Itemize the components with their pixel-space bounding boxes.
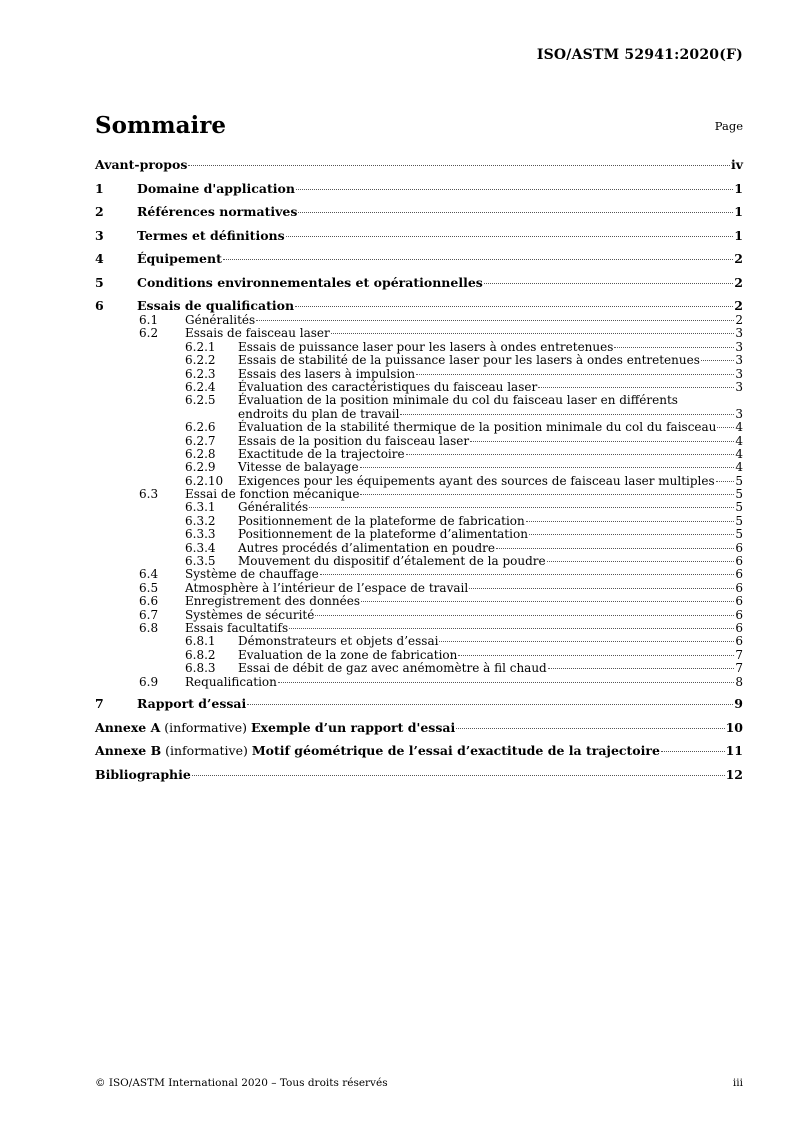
- dot-leader: [716, 481, 735, 482]
- toc-entry-title: Requalification: [185, 674, 277, 689]
- toc-entry[interactable]: [95, 720, 743, 736]
- dot-leader: [256, 320, 734, 321]
- document-identifier: ISO/ASTM 52941:2020(F): [536, 47, 743, 63]
- toc-entry-number: 6.8.1: [185, 634, 216, 649]
- annex-label: Annexe A: [95, 719, 161, 735]
- toc-entry[interactable]: [95, 181, 743, 197]
- dot-leader: [614, 347, 734, 348]
- toc-entry-page: 2: [734, 298, 743, 313]
- toc-entry-title: Généralités: [185, 313, 256, 327]
- toc-entry-page: 7: [735, 661, 743, 676]
- toc-entry[interactable]: [95, 501, 743, 514]
- toc-entry-title: Évaluation des caractéristiques du faisceau laser: [238, 379, 538, 394]
- dot-leader: [360, 467, 735, 468]
- toc-entry-page: 9: [734, 696, 743, 712]
- toc-entry-number: 6.3.5: [185, 554, 216, 569]
- toc-entry-title: Essais de qualification: [137, 298, 295, 313]
- toc-entry[interactable]: [95, 662, 743, 675]
- toc-entry-number: 6.2.8: [185, 446, 216, 461]
- toc-entry-number: 6.5: [139, 580, 159, 595]
- toc-entry-page: 5: [735, 500, 743, 515]
- dot-leader: [331, 333, 735, 334]
- dot-leader: [717, 427, 734, 428]
- toc-entry[interactable]: [95, 228, 743, 244]
- toc-entry[interactable]: [95, 649, 743, 662]
- toc-entry-number: 7: [95, 696, 104, 712]
- dot-leader: [548, 668, 735, 669]
- annex-type: (informative): [160, 719, 251, 735]
- dot-leader: [400, 414, 734, 415]
- annex-title: Motif géométrique de l’essai d’exactitude de la trajectoire: [251, 743, 660, 759]
- toc-entry-page: 2: [735, 313, 743, 327]
- toc-entry-number: 6.2.6: [185, 420, 216, 435]
- toc-entry-number: 6: [95, 298, 104, 313]
- table-of-contents: [95, 157, 743, 783]
- toc-entry-title: Évaluation de la position minimale du col du faisceau laser en différents: [238, 393, 678, 408]
- toc-entry[interactable]: [95, 298, 743, 314]
- dot-leader: [538, 387, 734, 388]
- toc-entry-title: Conditions environnementales et opérationnelles: [137, 274, 483, 290]
- toc-entry-number: 4: [95, 251, 104, 266]
- toc-entry-page: 6: [735, 567, 743, 582]
- toc-entry-title: Démonstrateurs et objets d’essai: [238, 634, 439, 649]
- toc-entry[interactable]: [95, 314, 743, 327]
- toc-entry-page: 3: [735, 379, 743, 394]
- toc-entry-title: Essais de faisceau laser: [185, 326, 330, 341]
- toc-entry-title: Termes et définitions: [137, 227, 285, 243]
- toc-entry-page: 6: [735, 607, 743, 622]
- toc-entry-title: Essais de la position du faisceau laser: [238, 433, 470, 448]
- dot-leader: [309, 507, 734, 508]
- dot-leader: [701, 360, 734, 361]
- copyright-notice: © ISO/ASTM International 2020 – Tous droits réservés: [95, 1077, 388, 1089]
- toc-entry-page: 4: [735, 460, 743, 475]
- toc-entry-title: endroits du plan de travail: [238, 406, 400, 421]
- dot-leader: [295, 306, 733, 307]
- toc-entry-page: 1: [734, 227, 743, 243]
- toc-entry-number: 6.8.2: [185, 647, 216, 662]
- toc-entry-title: Positionnement de la plateforme d’alimentation: [238, 527, 528, 542]
- toc-entry-page: 11: [725, 743, 743, 759]
- toc-entry-title: Domaine d'application: [137, 180, 295, 196]
- toc-entry-page: 7: [735, 647, 743, 662]
- toc-entry-page: 5: [735, 487, 743, 502]
- toc-entry-page: 6: [735, 554, 743, 569]
- toc-entry-page: 3: [735, 366, 743, 381]
- dot-leader: [484, 283, 733, 284]
- toc-entry-page: 10: [725, 719, 743, 735]
- toc-entry-title: Atmosphère à l’intérieur de l’espace de travail: [185, 580, 469, 595]
- toc-entry[interactable]: [95, 157, 743, 173]
- toc-entry-title: Évaluation de la stabilité thermique de la position minimale du col du faisceau: [238, 420, 717, 435]
- toc-entry-title: Exactitude de la trajectoire: [238, 446, 405, 461]
- dot-leader: [315, 615, 734, 616]
- toc-entry-title: Vitesse de balayage: [238, 460, 359, 475]
- toc-entry[interactable]: [95, 435, 743, 448]
- toc-entry[interactable]: [95, 475, 743, 488]
- dot-leader: [223, 259, 733, 260]
- toc-entry[interactable]: [95, 275, 743, 291]
- toc-entry[interactable]: [95, 368, 743, 381]
- toc-entry-title: Références normatives: [137, 204, 298, 219]
- toc-entry-number: 6.4: [139, 567, 159, 582]
- dot-leader: [547, 561, 735, 562]
- dot-leader: [247, 704, 733, 705]
- dot-leader: [298, 212, 733, 213]
- toc-entry-page: 3: [735, 406, 743, 421]
- toc-entry[interactable]: [95, 528, 743, 541]
- toc-entry-title: [95, 743, 660, 759]
- toc-entry-title: Essais de puissance laser pour les lasers à ondes entretenues: [238, 339, 614, 354]
- toc-entry[interactable]: [95, 743, 743, 759]
- toc-entry[interactable]: [95, 622, 743, 635]
- toc-entry-number: 6.3: [139, 487, 159, 502]
- toc-entry-title: Système de chauffage: [185, 567, 319, 582]
- toc-entry-number: 6.2.3: [185, 366, 216, 381]
- toc-entry-page: 1: [734, 180, 743, 196]
- toc-entry-number: 2: [95, 204, 104, 219]
- toc-entry-title: Essais facultatifs: [185, 620, 289, 635]
- toc-entry-number: 6.2.4: [185, 379, 216, 394]
- toc-entry[interactable]: [95, 327, 743, 340]
- toc-entry-number: 6.7: [139, 607, 159, 622]
- toc-entry[interactable]: [95, 582, 743, 595]
- toc-entry[interactable]: [95, 635, 743, 648]
- toc-entry-page: 2: [734, 251, 743, 266]
- toc-entry-number: 6.2.5: [185, 393, 216, 408]
- toc-entry[interactable]: [95, 488, 743, 501]
- page-title: Sommaire: [95, 112, 227, 139]
- toc-entry-page: 8: [735, 674, 743, 689]
- toc-entry-title: Evaluation de la zone de fabrication: [238, 647, 458, 662]
- toc-entry-page: 3: [735, 326, 743, 341]
- toc-entry[interactable]: [95, 461, 743, 474]
- dot-leader: [192, 775, 725, 776]
- dot-leader: [296, 189, 733, 190]
- toc-entry-title: Équipement: [137, 251, 222, 266]
- toc-entry-page: 4: [735, 433, 743, 448]
- toc-entry[interactable]: [95, 609, 743, 622]
- toc-entry-number: 6.2.9: [185, 460, 216, 475]
- toc-entry[interactable]: [95, 767, 743, 783]
- dot-leader: [661, 751, 725, 752]
- toc-entry-title: Essai de fonction mécanique: [185, 487, 360, 502]
- toc-entry-page: iv: [730, 157, 743, 172]
- dot-leader: [469, 588, 734, 589]
- toc-entry-title: Exigences pour les équipements ayant des sources de faisceau laser multiples: [238, 473, 715, 488]
- toc-entry[interactable]: [95, 204, 743, 220]
- page-column-label: Page: [714, 119, 743, 133]
- toc-entry-title: [95, 720, 455, 736]
- annex-title: Exemple d’un rapport d'essai: [250, 719, 456, 735]
- toc-entry-title: Positionnement de la plateforme de fabrication: [238, 513, 525, 528]
- dot-leader: [286, 236, 734, 237]
- toc-entry-number: 6.6: [139, 594, 159, 609]
- toc-entry[interactable]: [95, 251, 743, 267]
- toc-entry[interactable]: [95, 341, 743, 354]
- toc-entry-page: 4: [735, 420, 743, 435]
- toc-entry-number: 6.2.10: [185, 473, 224, 488]
- toc-entry-number: 1: [95, 180, 104, 196]
- toc-entry[interactable]: [95, 448, 743, 461]
- toc-entry-number: 3: [95, 227, 104, 243]
- annex-label: Annexe B: [95, 743, 162, 759]
- toc-entry[interactable]: [95, 595, 743, 608]
- toc-entry-page: 3: [735, 353, 743, 368]
- toc-entry-number: 6.2.7: [185, 433, 216, 448]
- toc-entry[interactable]: [95, 394, 743, 407]
- annex-type: (informative): [161, 743, 252, 759]
- toc-entry-title: Autres procédés d’alimentation en poudre: [238, 540, 495, 555]
- toc-entry-page: 4: [735, 446, 743, 461]
- dot-leader: [526, 521, 735, 522]
- toc-entry-page: 12: [725, 766, 743, 782]
- toc-entry-page: 6: [735, 540, 743, 555]
- toc-entry-number: 6.3.2: [185, 513, 216, 528]
- dot-leader: [320, 574, 735, 575]
- dot-leader: [456, 728, 724, 729]
- toc-entry-page: 6: [735, 580, 743, 595]
- toc-entry[interactable]: [95, 542, 743, 555]
- toc-entry-title: Essais de stabilité de la puissance laser pour les lasers à ondes entretenues: [238, 353, 700, 368]
- toc-entry-title: Bibliographie: [95, 766, 191, 782]
- toc-entry-number: 6.8.3: [185, 661, 216, 676]
- toc-entry-number: 6.2.1: [185, 339, 216, 354]
- toc-entry-number: 6.1: [139, 313, 159, 327]
- toc-entry-page: 5: [735, 473, 743, 488]
- toc-entry[interactable]: [95, 555, 743, 568]
- dot-leader: [529, 534, 734, 535]
- toc-entry-page: 5: [735, 513, 743, 528]
- toc-entry-title: Essais des lasers à impulsion: [238, 366, 416, 381]
- dot-leader: [416, 374, 734, 375]
- toc-entry-number: 6.3.1: [185, 500, 216, 515]
- toc-entry-number: 5: [95, 274, 104, 290]
- toc-entry-page: 6: [735, 634, 743, 649]
- toc-entry[interactable]: [95, 676, 743, 689]
- toc-entry-title: Avant-propos: [95, 157, 188, 172]
- dot-leader: [360, 494, 734, 495]
- toc-entry-title: Systèmes de sécurité: [185, 607, 315, 622]
- dot-leader: [458, 655, 734, 656]
- toc-entry[interactable]: [95, 354, 743, 367]
- toc-entry-title: Généralités: [238, 500, 309, 515]
- dot-leader: [406, 454, 735, 455]
- dot-leader: [361, 601, 734, 602]
- dot-leader: [278, 682, 734, 683]
- toc-entry-page: 5: [735, 527, 743, 542]
- toc-entry-number: 6.2.2: [185, 353, 216, 368]
- toc-entry-page: 2: [734, 274, 743, 290]
- toc-entry-number: 6.9: [139, 674, 159, 689]
- toc-entry-title: Essai de débit de gaz avec anémomètre à fil chaud: [238, 661, 547, 676]
- toc-entry-title: Mouvement du dispositif d’étalement de la poudre: [238, 554, 546, 569]
- toc-entry-page: 1: [734, 204, 743, 219]
- toc-entry[interactable]: [95, 421, 743, 434]
- page-number: iii: [732, 1077, 743, 1089]
- toc-entry[interactable]: [95, 696, 743, 712]
- toc-entry-title: Rapport d’essai: [137, 696, 247, 712]
- dot-leader: [470, 441, 734, 442]
- dot-leader: [439, 641, 734, 642]
- toc-entry-page: 6: [735, 620, 743, 635]
- toc-entry-title: Enregistrement des données: [185, 594, 360, 609]
- dot-leader: [496, 548, 734, 549]
- toc-entry-number: 6.2: [139, 326, 159, 341]
- dot-leader: [188, 165, 730, 166]
- toc-entry-number: 6.3.4: [185, 540, 216, 555]
- dot-leader: [289, 628, 734, 629]
- toc-entry-number: 6.3.3: [185, 527, 216, 542]
- toc-entry[interactable]: [95, 515, 743, 528]
- toc-entry-number: 6.8: [139, 620, 159, 635]
- toc-entry[interactable]: [95, 568, 743, 581]
- toc-entry-page: 6: [735, 594, 743, 609]
- toc-entry-page: 3: [735, 339, 743, 354]
